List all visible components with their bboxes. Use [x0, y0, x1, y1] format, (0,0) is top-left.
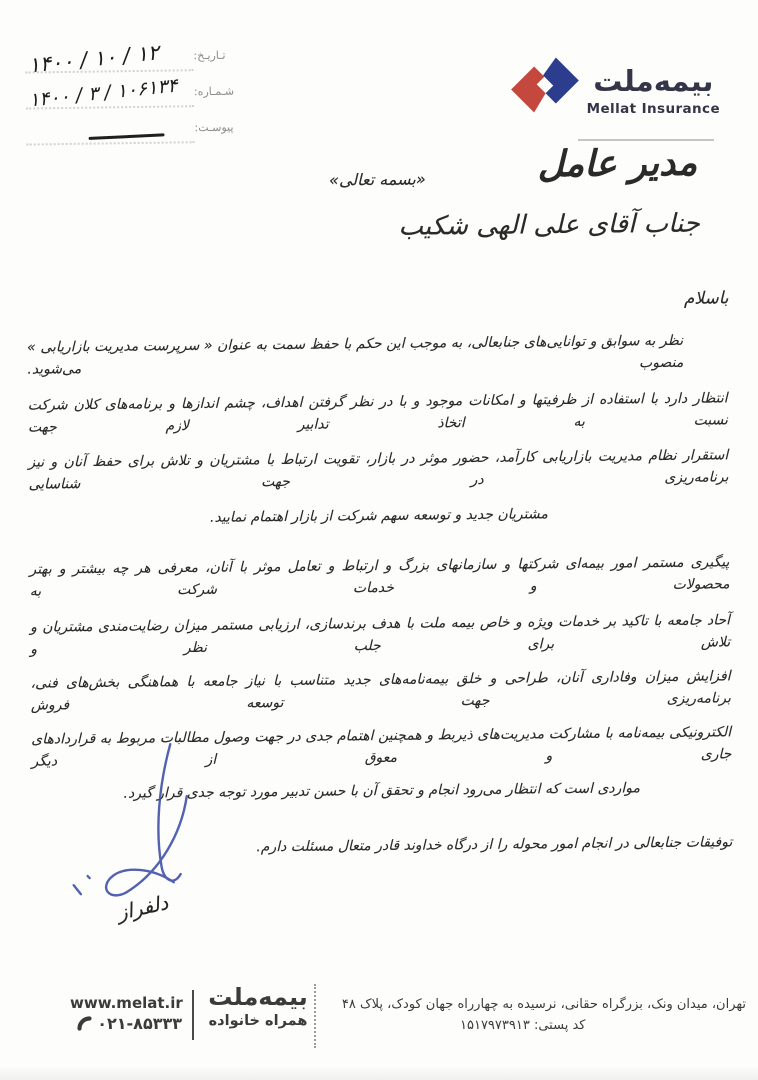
letter-title: مدیر عامل [537, 142, 698, 186]
recipient-name: جناب آقای علی الهی شکیب [398, 208, 700, 242]
salutation: باسلام [683, 288, 729, 309]
body-line: پیگیری مستمر امور بیمه‌ای شرکتها و سازمانهای بزرگ و ارتباط و تعامل موثر با آنان، معرفی هر چه بیشتر و بهتر محصولات و خدمات شرکت به [29, 554, 730, 600]
basmala: «بسمه تعالی» [328, 169, 426, 190]
logo-brand-en: Mellat Insurance [586, 101, 720, 118]
body-line: نظر به سوابق و توانایی‌های جنابعالی، به موجب این حکم با حفظ سمت به عنوان « سرپرست مدیریت بازاریابی » منصوب می‌شوید. [27, 332, 684, 378]
footer-address-block [330, 994, 746, 1037]
footer-phone [64, 1014, 182, 1033]
footer-address: تهران، میدان ونک، بزرگراه حقانی، نرسیده به چهارراه جهان کودک، پلاک ۴۸ [341, 997, 746, 1012]
body-line: انتظار دارد با استفاده از ظرفیتها و امکانات موجود و با در نظر گرفتن اهداف، چشم اندازها و برنامه‌های کلان شرکت نسبت به اتخاذ تدابیر لازم جهت [27, 390, 728, 436]
body-line: افزایش میزان وفاداری آنان، طراحی و خلق بیمه‌نامه‌های جدید متناسب با نیاز جامعه با هماهنگی بخش‌های فنی، برنامه‌ریزی جهت توسعه فروش [30, 668, 731, 714]
footer-website: www.melat.ir [70, 994, 183, 1012]
number-value: ۱۴۰۰ / ۳ / ۱۰۶۱۳۴ [27, 74, 179, 112]
body-line: مواردی است که انتظار می‌رود انجام و تحقق آن با حسن تدبیر مورد توجه جدی قرار گیرد. [123, 780, 641, 802]
logo-brand-fa: بیمه‌ملت [593, 64, 714, 98]
footer-brand-fa: بیمه‌ملت [208, 983, 308, 1011]
body-line: الکترونیکی بیمه‌نامه با مشارکت مدیریت‌های ذیربط و همچنین اهتمام جدی در جهت وصول مطالبات مربوط به قراردادهای جاری و معوق از دیگر [31, 724, 732, 770]
footer-brand-tagline: همراه خانواده [208, 1013, 308, 1030]
date-value: ۱۴۰۰ / ۱۰ / ۱۲ [27, 40, 161, 78]
attachment-label: پیوسـت: [194, 120, 234, 135]
footer-divider-dotted [314, 984, 316, 1048]
letterhead-footer [0, 980, 758, 1052]
body-line: مشتریان جدید و توسعه سهم شرکت از بازار اهتمام نمایید. [209, 506, 548, 526]
phone-icon [77, 1016, 92, 1031]
footer-phone-number: ۰۲۱-۸۵۳۳۳ [97, 1014, 182, 1033]
body-line: استقرار نظام مدیریت بازاریابی کارآمد، حضور موثر در بازار، تقویت ارتباط با مشتریان و تلاش برای حفظ آنان و نیز برنامه‌ریزی در جهت شناسایی [28, 447, 729, 493]
body-line: آحاد جامعه با تاکید بر خدمات ویژه و خاص بیمه ملت با هدف برندسازی، ارزیابی مستمر میزان رضایت‌مندی مشتریان و تلاش برای جلب نظر و [29, 612, 731, 658]
footer-brand-block [202, 984, 314, 1029]
date-label: تـاریـخ: [193, 48, 226, 63]
number-label: شـمـاره: [193, 84, 235, 99]
footer-postal-code: کد پستی: ۱۵۱۷۹۷۳۹۱۳ [460, 1018, 586, 1034]
body-line: توفیقات جنابعالی در انجام امور محوله را از درگاه خداوند قادر متعال مسئلت دارم. [256, 834, 733, 856]
footer-divider-solid [192, 990, 194, 1040]
signature-name: دلفراز [114, 890, 171, 925]
